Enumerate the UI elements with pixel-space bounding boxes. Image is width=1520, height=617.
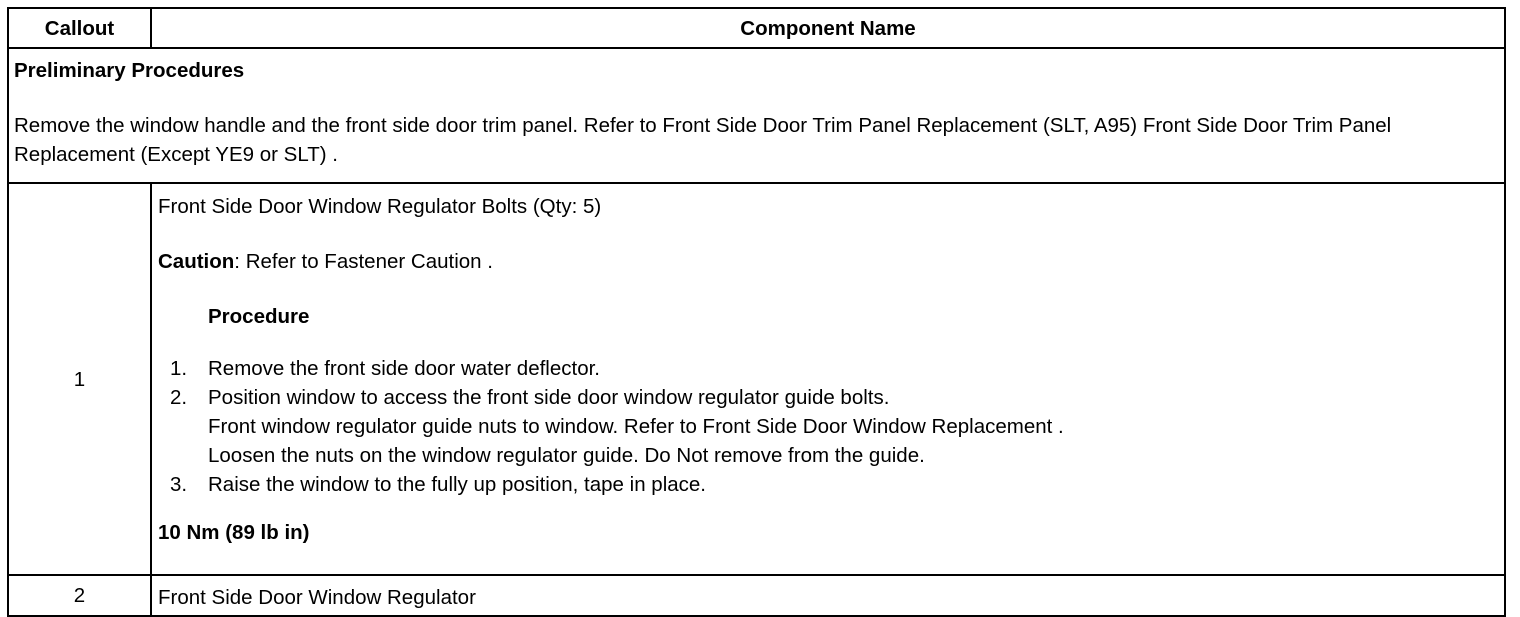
- step-text: Remove the front side door water deflector.: [208, 357, 600, 380]
- step-text: Raise the window to the fully up position, tape in place.: [208, 473, 706, 496]
- preliminary-text: Remove the window handle and the front side door trim panel. Refer to Front Side Door Trim Panel Replacement (SLT, A95) Front Side Door Trim Panel Replacement (Except YE9 or SLT) .: [14, 114, 1392, 166]
- header-component-name: Component Name: [151, 8, 1505, 48]
- caution-label: Caution: [158, 250, 235, 273]
- component-cell: [151, 183, 1505, 575]
- torque-spec: 10 Nm (89 lb in): [158, 521, 310, 544]
- caution-line: [158, 247, 1498, 276]
- header-callout: Callout: [8, 8, 151, 48]
- list-item: [170, 354, 1498, 383]
- procedure-heading: Procedure: [208, 305, 310, 328]
- table-row: [8, 183, 1505, 575]
- step-text: Front window regulator guide nuts to window. Refer to Front Side Door Window Replacement .: [208, 415, 1064, 438]
- list-item: [170, 470, 1498, 499]
- callout-cell: 1: [8, 183, 151, 575]
- procedure-steps: [158, 354, 1498, 499]
- preliminary-title: Preliminary Procedures: [14, 59, 245, 82]
- preliminary-cell: [8, 48, 1505, 183]
- header-row: [8, 8, 1505, 48]
- component-name: Front Side Door Window Regulator: [151, 575, 1505, 616]
- table-row: [8, 575, 1505, 616]
- step-number: 1.: [170, 357, 188, 380]
- step-number: 2.: [170, 386, 188, 409]
- component-name: Front Side Door Window Regulator Bolts (Qty: 5): [158, 195, 602, 218]
- caution-text: : Refer to Fastener Caution .: [234, 250, 493, 273]
- list-item: [170, 383, 1498, 470]
- step-text: Loosen the nuts on the window regulator guide. Do Not remove from the guide.: [208, 444, 925, 467]
- callout-cell: 2: [8, 575, 151, 616]
- step-text: Position window to access the front side door window regulator guide bolts.: [208, 386, 890, 409]
- preliminary-row: [8, 48, 1505, 183]
- procedure-table: [7, 7, 1506, 617]
- step-number: 3.: [170, 473, 188, 496]
